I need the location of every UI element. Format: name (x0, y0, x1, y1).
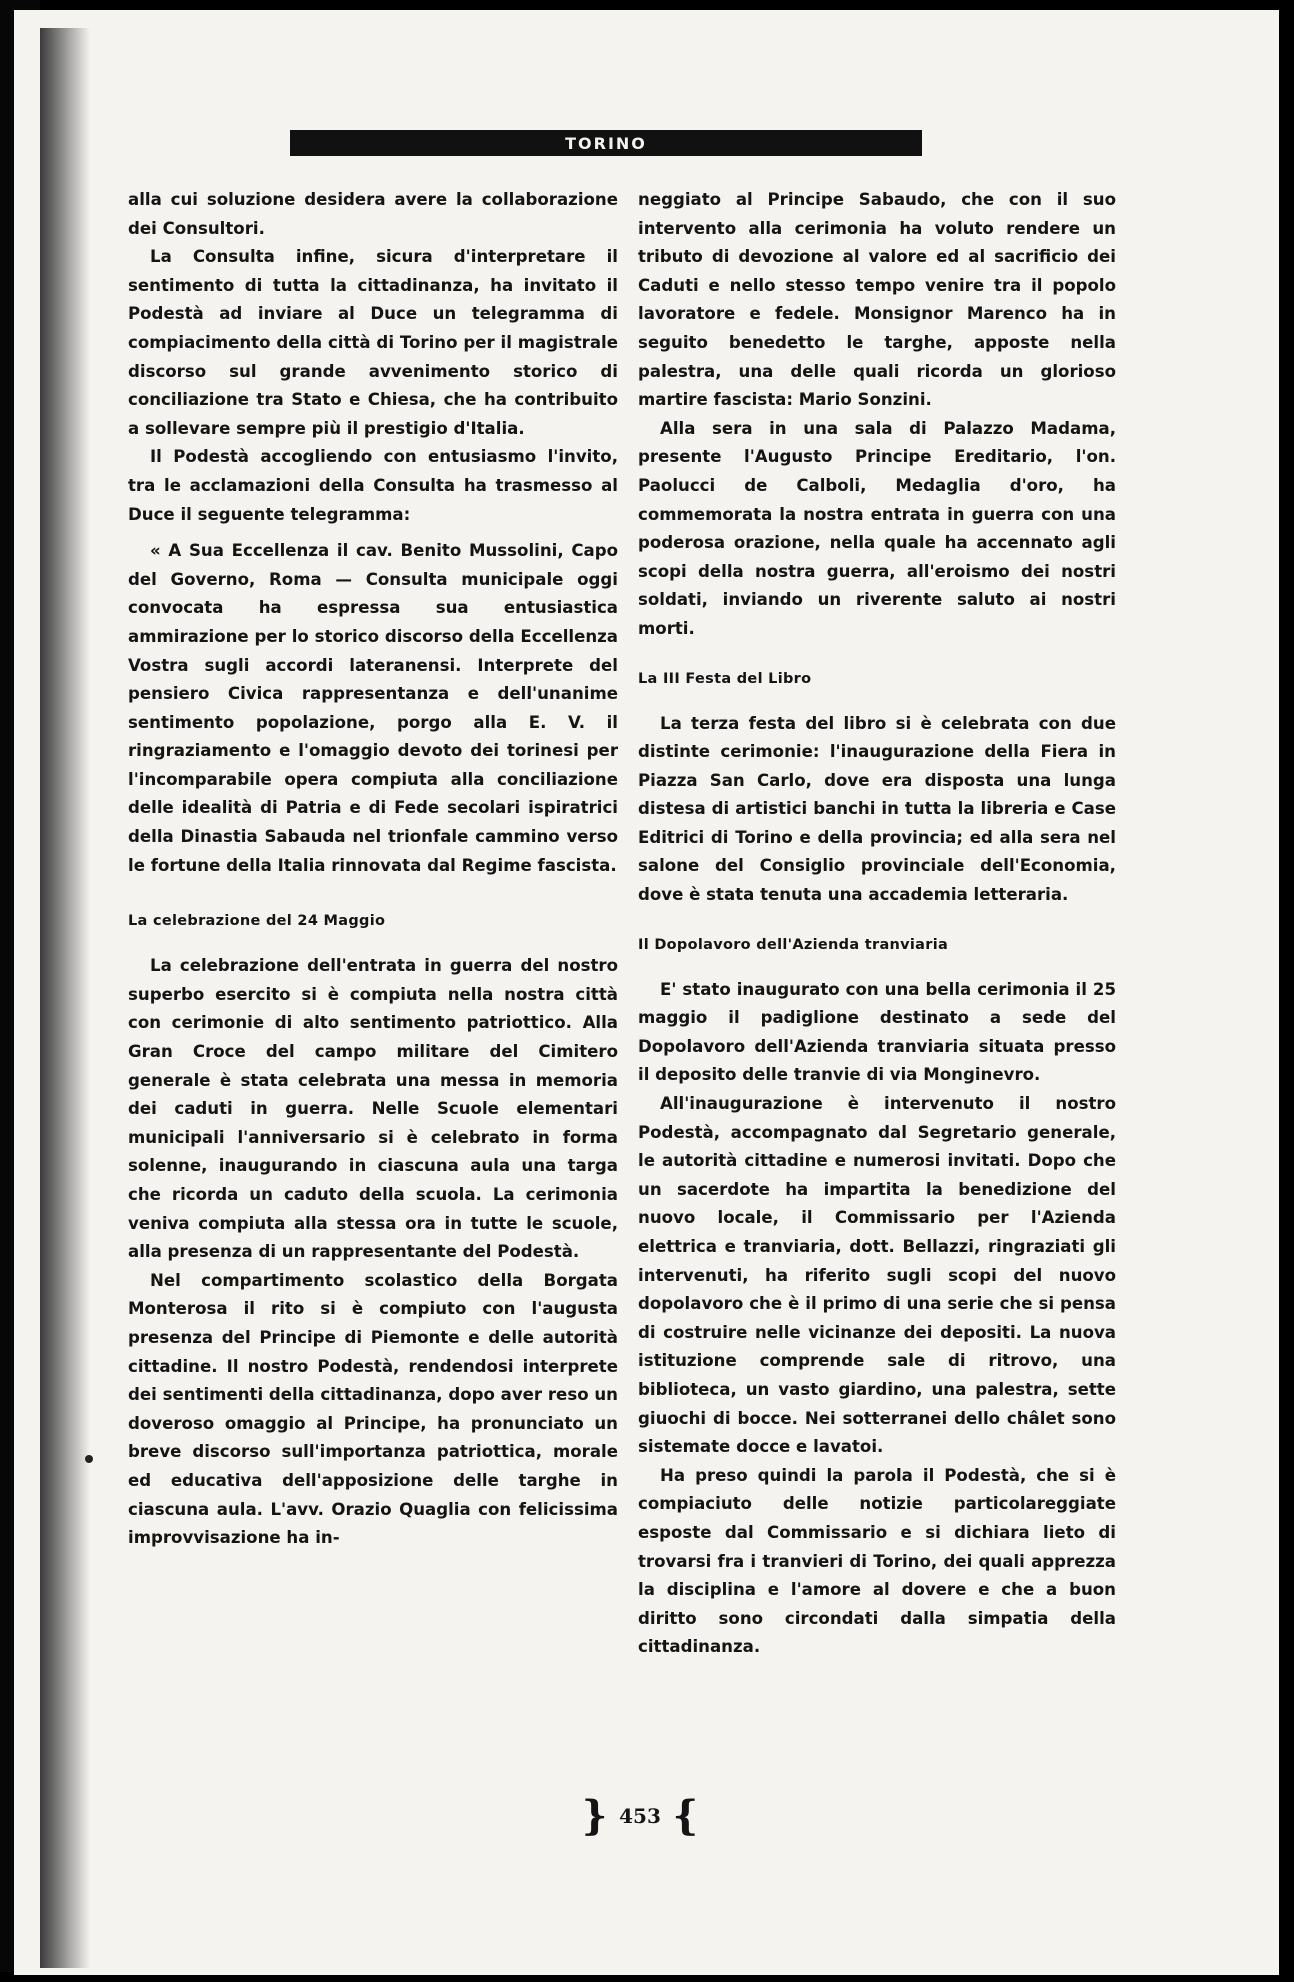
paragraph: Nel compartimento scolastico della Borgata Monterosa il rito si è compiuto con l'augusta presenza del Principe di Piemonte e delle autorità cittadine. Il nostro Podestà, rendendosi interprete dei sentimenti della cittadinanza, dopo aver reso un doveroso omaggio al Principe, ha pronunciato un breve discorso sull'importanza patriottica, morale ed educativa dell'apposizione delle targhe in ciascuna aula. L'avv. Orazio Quaglia con felicissima improvvisazione ha in- (128, 1270, 618, 1548)
paragraph: Alla sera in una sala di Palazzo Madama, presente l'Augusto Principe Ereditario, l'on. Paolucci de Calboli, Medaglia d'oro, ha commemorata la nostra entrata in guerra con una poderosa orazione, nella quale ha accennato agli scopi della nostra guerra, all'eroismo dei nostri soldati, inviando un riverente saluto ai nostri morti. (638, 418, 1116, 638)
paragraph: La terza festa del libro si è celebrata con due distinte cerimonie: l'inaugurazione della Fiera in Piazza San Carlo, dove era disposta una lunga distesa di artistici banchi in tutta la libreria e Case Editrici di Torino e della provincia; ed alla sera nel salone del Consiglio provinciale dell'Economia, dove è stata tenuta una accademia letteraria. (638, 713, 1116, 905)
page-number-value: 453 (619, 1803, 661, 1828)
running-header (290, 130, 922, 156)
left-column (128, 186, 618, 1553)
scan-shadow (40, 28, 90, 1968)
paragraph: La celebrazione dell'entrata in guerra del nostro superbo esercito si è compiuta nella nostra città con cerimonie di alto sentimento patriottico. Alla Gran Croce del campo militare del Cimitero generale è stata celebrata una messa in memoria dei caduti in guerra. Nelle Scuole elementari municipali l'anniversario si è celebrato in forma solenne, inaugurando in ciascuna aula una targa che ricorda un caduto della scuola. La cerimonia veniva compiuta alla stessa ora in tutte le scuole, alla presenza di un rappresentante del Podestà. (128, 956, 618, 1262)
margin-dot (85, 1455, 93, 1463)
running-title: TORINO (565, 133, 647, 153)
paragraph: alla cui soluzione desidera avere la collaborazione dei Consultori. (128, 190, 618, 238)
brace-right: { (672, 1792, 699, 1839)
paragraph: E' stato inaugurato con una bella cerimonia il 25 maggio il padiglione destinato a sede del Dopolavoro dell'Azienda tranviaria situata presso il deposito delle tranvie di via Monginevro. (638, 979, 1116, 1085)
section-heading: La III Festa del Libro (638, 670, 812, 687)
brace-left: } (581, 1792, 608, 1839)
paragraph: « A Sua Eccellenza il cav. Benito Mussolini, Capo del Governo, Roma — Consulta municipale oggi convocata ha espressa sua entusiastica ammirazione per lo storico discorso della Eccellenza Vostra sugli accordi lateranensi. Interprete del pensiero Civica rappresentanza e dell'unanime sentimento popolazione, porgo alla E. V. il ringraziamento e l'omaggio devoto dei torinesi per l'incomparabile opera compiuta alla conciliazione delle idealità di Patria e di Fede secolari ispiratrici della Dinastia Sabauda nel trionfale cammino verso le fortune della Italia rinnovata dal Regime fascista. (128, 541, 618, 875)
paragraph: La Consulta infine, sicura d'interpretare il sentimento di tutta la cittadinanza, ha invitato il Podestà ad inviare al Duce un telegramma di compiacimento della città di Torino per il magistrale discorso sul grande avvenimento storico di conciliazione tra Stato e Chiesa, che ha contribuito a sollevare sempre più il prestigio d'Italia. (128, 247, 618, 438)
paragraph: Ha preso quindi la parola il Podestà, che si è compiaciuto delle notizie particolareggiate esposte dal Commissario e si dichiara lieto di trovarsi fra i tranvieri di Torino, dei quali apprezza la disciplina e l'amore al dovere e che a buon diritto sono circondati dalla simpatia della cittadinanza. (638, 1465, 1116, 1657)
section-heading: Il Dopolavoro dell'Azienda tranviaria (638, 936, 949, 953)
page-number (560, 1792, 720, 1839)
right-column (638, 186, 1116, 1662)
paragraph: neggiato al Principe Sabaudo, che con il suo intervento alla cerimonia ha voluto rendere un tributo di devozione al valore ed al sacrificio dei Caduti e nello stesso tempo venire tra il popolo lavoratore e fedele. Monsignor Marenco ha in seguito benedetto le targhe, apposte nella palestra, una delle quali ricorda un glorioso martire fascista: Mario Sonzini. (638, 190, 1116, 410)
paragraph: All'inaugurazione è intervenuto il nostro Podestà, accompagnato dal Segretario generale, le autorità cittadine e numerosi invitati. Dopo che un sacerdote ha impartita la benedizione del nuovo locale, il Commissario per l'Azienda elettrica e tranviaria, dott. Bellazzi, ringraziati gli intervenuti, ha riferito sugli scopi del nuovo dopolavoro che è il primo di una serie che si pensa di costruire nelle vicinanze dei depositi. La nuova istituzione comprende sale di ritrovo, una biblioteca, un vasto giardino, una palestra, sette giuochi di bocce. Nei sotterranei dello châlet sono sistemate docce e lavatoi. (638, 1094, 1116, 1457)
section-heading: La celebrazione del 24 Maggio (128, 913, 386, 930)
paragraph: Il Podestà accogliendo con entusiasmo l'invito, tra le acclamazioni della Consulta ha trasmesso al Duce il seguente telegramma: (128, 447, 618, 524)
